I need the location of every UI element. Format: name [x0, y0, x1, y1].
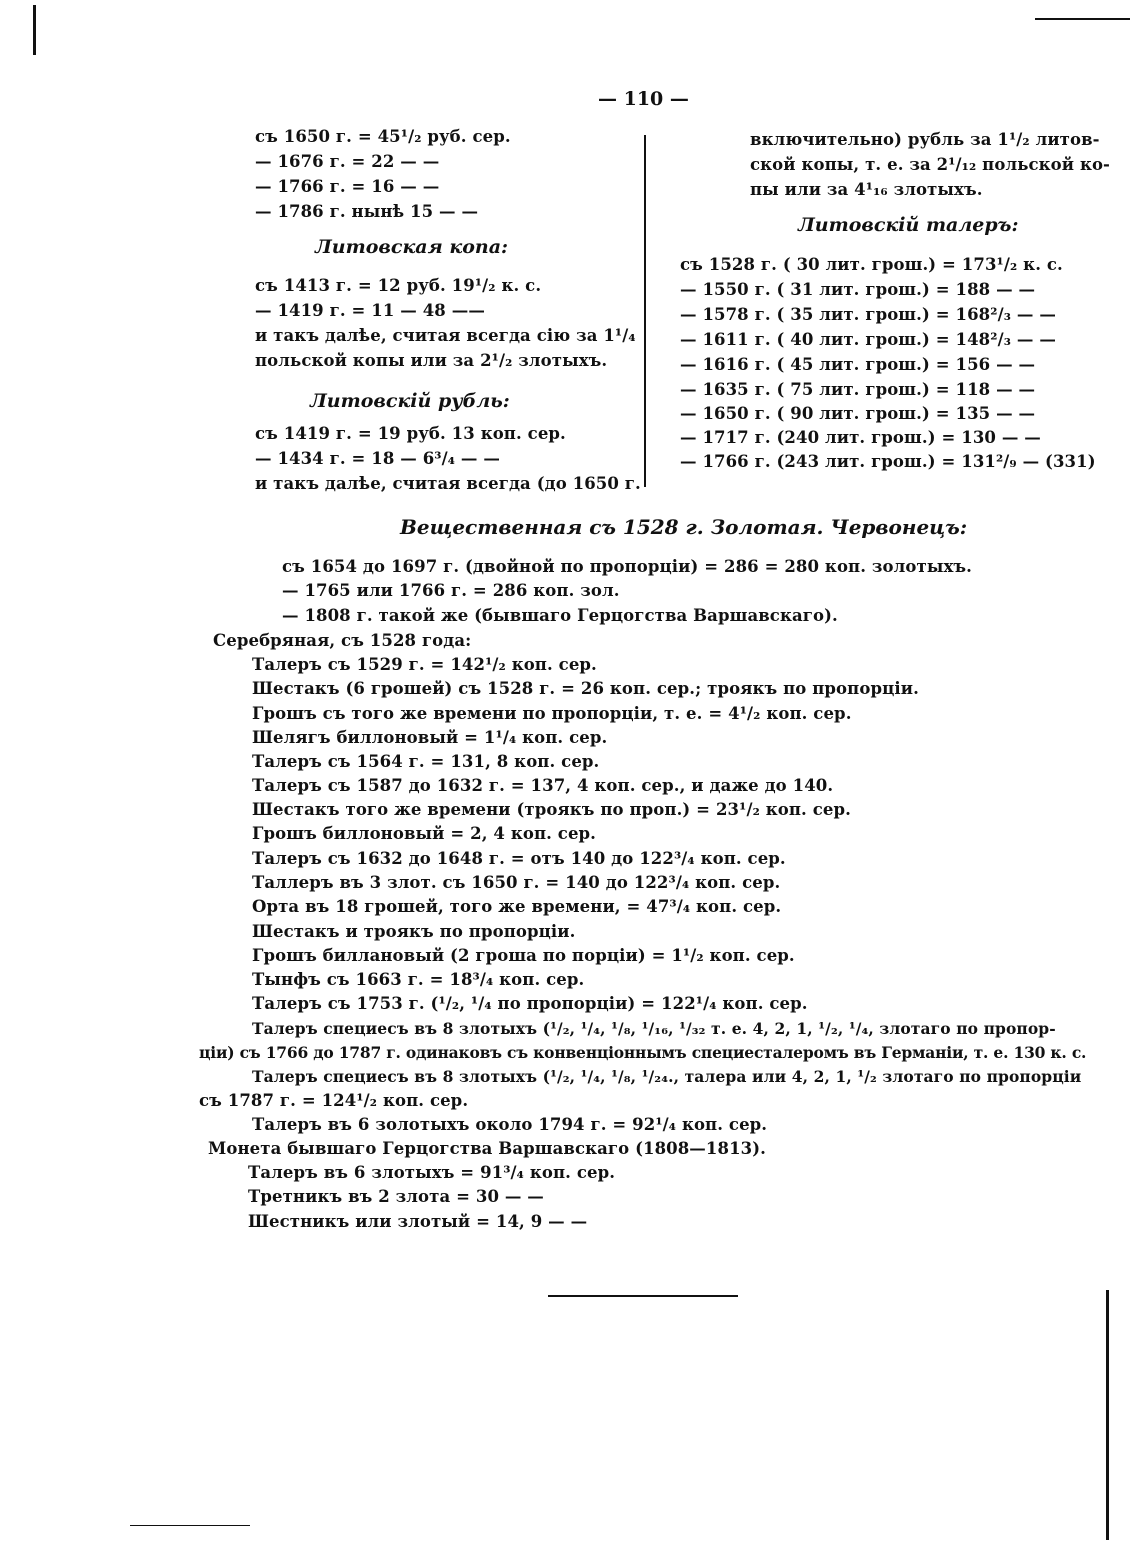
speciess-line: Талеръ специесъ въ 8 злотыхъ (¹/₂, ¹/₄, ¹/₈, ¹/₂₄., талера или 4, 2, 1, ¹/₂ злотаго по пропорціи [252, 1067, 1082, 1086]
left-top-line: съ 1650 г. = 45¹/₂ руб. сер. [255, 127, 511, 146]
silver-line: Талеръ съ 1587 до 1632 г. = 137, 4 коп. сер., и даже до 140. [252, 776, 834, 795]
kopa-line: и такъ далѣе, считая всегда сію за 1¹/₄ [255, 326, 636, 345]
main-heading: Вещественная съ 1528 г. Золотая. Червонецъ: [400, 515, 968, 539]
taler-line: — 1550 г. ( 31 лит. грош.) = 188 — — [680, 280, 1036, 299]
silver-line: Талеръ съ 1753 г. (¹/₂, ¹/₄ по пропорціи) = 122¹/₄ коп. сер. [252, 994, 808, 1013]
silver-line: Шестакъ и троякъ по пропорціи. [252, 922, 576, 941]
left-top-line: — 1766 г. = 16 — — [255, 177, 440, 196]
rubl-heading: Литовскій рубль: [310, 390, 510, 412]
column-divider [644, 135, 646, 487]
taler-line: — 1766 г. (243 лит. грош.) = 131²/₉ — (331) [680, 452, 1096, 471]
rubl-line: и такъ далѣе, считая всегда (до 1650 г. [255, 474, 641, 493]
right-top-line: включительно) рубль за 1¹/₂ литов- [750, 130, 1100, 149]
scan-bottom-left-line [130, 1525, 250, 1526]
taler-line: съ 1528 г. ( 30 лит. грош.) = 173¹/₂ к. с. [680, 255, 1063, 274]
kopa-line: — 1419 г. = 11 — 48 —— [255, 301, 485, 320]
silver-line: Таллеръ въ 3 злот. съ 1650 г. = 140 до 122³/₄ коп. сер. [252, 873, 781, 892]
right-top-line: ской копы, т. е. за 2¹/₁₂ польской ко- [750, 155, 1111, 174]
taler-line: — 1578 г. ( 35 лит. грош.) = 168²/₃ — — [680, 305, 1056, 324]
left-top-line: — 1676 г. = 22 — — [255, 152, 440, 171]
gold-line: — 1765 или 1766 г. = 286 коп. зол. [282, 581, 620, 600]
scan-right-edge-line [1106, 1290, 1109, 1540]
speciess-line: съ 1787 г. = 124¹/₂ коп. сер. [199, 1091, 469, 1110]
rubl-line: — 1434 г. = 18 — 6³/₄ — — [255, 449, 500, 468]
taler-1794-line: Талеръ въ 6 золотыхъ около 1794 г. = 92¹/₄ коп. сер. [252, 1115, 768, 1134]
right-top-line: пы или за 4¹₁₆ злотыхъ. [750, 180, 983, 199]
kopa-heading: Литовская копа: [315, 236, 509, 258]
warsaw-line: Третникъ въ 2 злота = 30 — — [248, 1187, 544, 1206]
silver-line: Грошъ биллоновый = 2, 4 коп. сер. [252, 824, 597, 843]
warsaw-line: Талеръ въ 6 злотыхъ = 91³/₄ коп. сер. [248, 1163, 616, 1182]
end-rule [548, 1295, 738, 1297]
taler-line: — 1650 г. ( 90 лит. грош.) = 135 — — [680, 404, 1036, 423]
scan-top-right-line [1035, 18, 1130, 20]
silver-line: Грошъ биллановый (2 гроша по порціи) = 1¹/₂ коп. сер. [252, 946, 795, 965]
speciess-line: Талеръ специесъ въ 8 злотыхъ (¹/₂, ¹/₄, ¹/₈, ¹/₁₆, ¹/₃₂ т. е. 4, 2, 1, ¹/₂, ¹/₄, злотаго по пропор- [252, 1019, 1056, 1038]
warsaw-heading: Монета бывшаго Герцогства Варшавскаго (1808—1813). [208, 1139, 766, 1158]
silver-line: Тынфъ съ 1663 г. = 18³/₄ коп. сер. [252, 970, 585, 989]
silver-line: Грошъ съ того же времени по пропорціи, т. е. = 4¹/₂ коп. сер. [252, 704, 852, 723]
taler-line: — 1616 г. ( 45 лит. грош.) = 156 — — [680, 355, 1036, 374]
silver-line: Шелягъ биллоновый = 1¹/₄ коп. сер. [252, 728, 608, 747]
silver-line: Шестакъ того же времени (троякъ по проп.) = 23¹/₂ коп. сер. [252, 800, 851, 819]
scan-left-edge-line [33, 5, 36, 55]
kopa-line: съ 1413 г. = 12 руб. 19¹/₂ к. с. [255, 276, 542, 295]
taler-line: — 1635 г. ( 75 лит. грош.) = 118 — — [680, 380, 1036, 399]
taler-line: — 1717 г. (240 лит. грош.) = 130 — — [680, 428, 1041, 447]
silver-line: Талеръ съ 1564 г. = 131, 8 коп. сер. [252, 752, 600, 771]
taler-heading: Литовскій талеръ: [798, 214, 1019, 236]
gold-line: съ 1654 до 1697 г. (двойной по пропорціи) = 286 = 280 коп. золотыхъ. [282, 557, 972, 576]
speciess-line: ціи) съ 1766 до 1787 г. одинаковъ съ конвенціоннымъ специесталеромъ въ Германіи, т. е. 130 к. с. [199, 1043, 1087, 1062]
warsaw-line: Шестникъ или злотый = 14, 9 — — [248, 1212, 588, 1231]
silver-line: Шестакъ (6 грошей) съ 1528 г. = 26 коп. сер.; троякъ по пропорціи. [252, 679, 919, 698]
rubl-line: съ 1419 г. = 19 руб. 13 коп. сер. [255, 424, 566, 443]
silver-line: Талеръ съ 1529 г. = 142¹/₂ коп. сер. [252, 655, 597, 674]
kopa-line: польской копы или за 2¹/₂ злотыхъ. [255, 351, 608, 370]
taler-line: — 1611 г. ( 40 лит. грош.) = 148²/₃ — — [680, 330, 1056, 349]
silver-line: Талеръ съ 1632 до 1648 г. = отъ 140 до 122³/₄ коп. сер. [252, 849, 786, 868]
gold-line: — 1808 г. такой же (бывшаго Герцогства Варшавскаго). [282, 606, 838, 625]
silver-heading: Серебряная, съ 1528 года: [213, 631, 472, 650]
silver-line: Орта въ 18 грошей, того же времени, = 47³/₄ коп. сер. [252, 897, 782, 916]
left-top-line: — 1786 г. нынѣ 15 — — [255, 202, 479, 221]
page-number: — 110 — [598, 88, 689, 110]
